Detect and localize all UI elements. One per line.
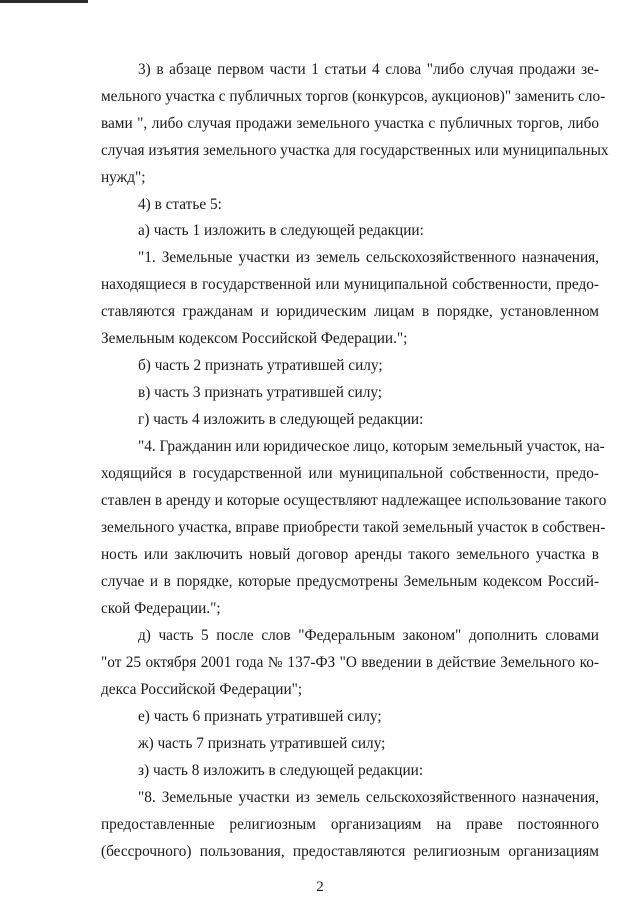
text-line: б) часть 2 признать утратившей силу; <box>138 357 383 374</box>
text-line: находящиеся в государственной или муниципальной собственности, предо- <box>101 276 599 293</box>
text-line: "4. Гражданин или юридическое лицо, которым земельный участок, на- <box>138 438 605 455</box>
text-line: случая изъятия земельного участка для государственных или муниципальных <box>101 142 609 159</box>
text-line: а) часть 1 изложить в следующей редакции: <box>138 222 424 239</box>
text-line: е) часть 6 признать утратившей силу; <box>138 708 382 725</box>
text-line: случае и в порядке, которые предусмотрены Земельным кодексом Россий- <box>101 573 599 590</box>
text-line: предоставленные религиозным организациям на праве постоянного <box>101 816 599 833</box>
text-line: Земельным кодексом Российской Федерации."; <box>101 330 408 347</box>
text-line: нужд"; <box>101 169 146 186</box>
text-line: вами ", либо случая продажи земельного участка с публичных торгов, либо <box>101 115 599 132</box>
text-line: "8. Земельные участки из земель сельскохозяйственного назначения, <box>138 789 599 806</box>
text-line: з) часть 8 изложить в следующей редакции: <box>138 762 424 779</box>
text-line: декса Российской Федерации"; <box>101 681 303 698</box>
text-line: "от 25 октября 2001 года № 137-ФЗ "О введении в действие Земельного ко- <box>101 654 599 671</box>
text-line: ж) часть 7 признать утратившей силу; <box>138 735 386 752</box>
text-line: ходящийся в государственной или муниципальной собственности, предо- <box>101 465 599 482</box>
top-rule <box>0 0 88 3</box>
text-line: "1. Земельные участки из земель сельскохозяйственного назначения, <box>138 249 599 266</box>
text-line: ской Федерации."; <box>101 600 221 617</box>
text-line: земельного участка, вправе приобрести такой земельный участок в собствен- <box>101 519 606 536</box>
text-line: г) часть 4 изложить в следующей редакции: <box>138 411 424 428</box>
text-line: 3) в абзаце первом части 1 статьи 4 слова "либо случая продажи зе- <box>138 61 599 78</box>
text-line: ставляются гражданам и юридическим лицам в порядке, установленном <box>101 303 599 320</box>
page-number: 2 <box>316 879 324 895</box>
text-line: д) часть 5 после слов "Федеральным законом" дополнить словами <box>138 627 599 644</box>
text-line: (бессрочного) пользования, предоставляются религиозным организациям <box>101 843 599 860</box>
text-line: 4) в статье 5: <box>138 196 222 213</box>
text-line: ставлен в аренду и которые осуществляют надлежащее использование такого <box>101 492 607 509</box>
text-line: ность или заключить новый договор аренды такого земельного участка в <box>101 546 599 563</box>
text-line: в) часть 3 признать утратившей силу; <box>138 384 383 401</box>
text-line: мельного участка с публичных торгов (конкурсов, аукционов)" заменить сло- <box>101 88 606 105</box>
